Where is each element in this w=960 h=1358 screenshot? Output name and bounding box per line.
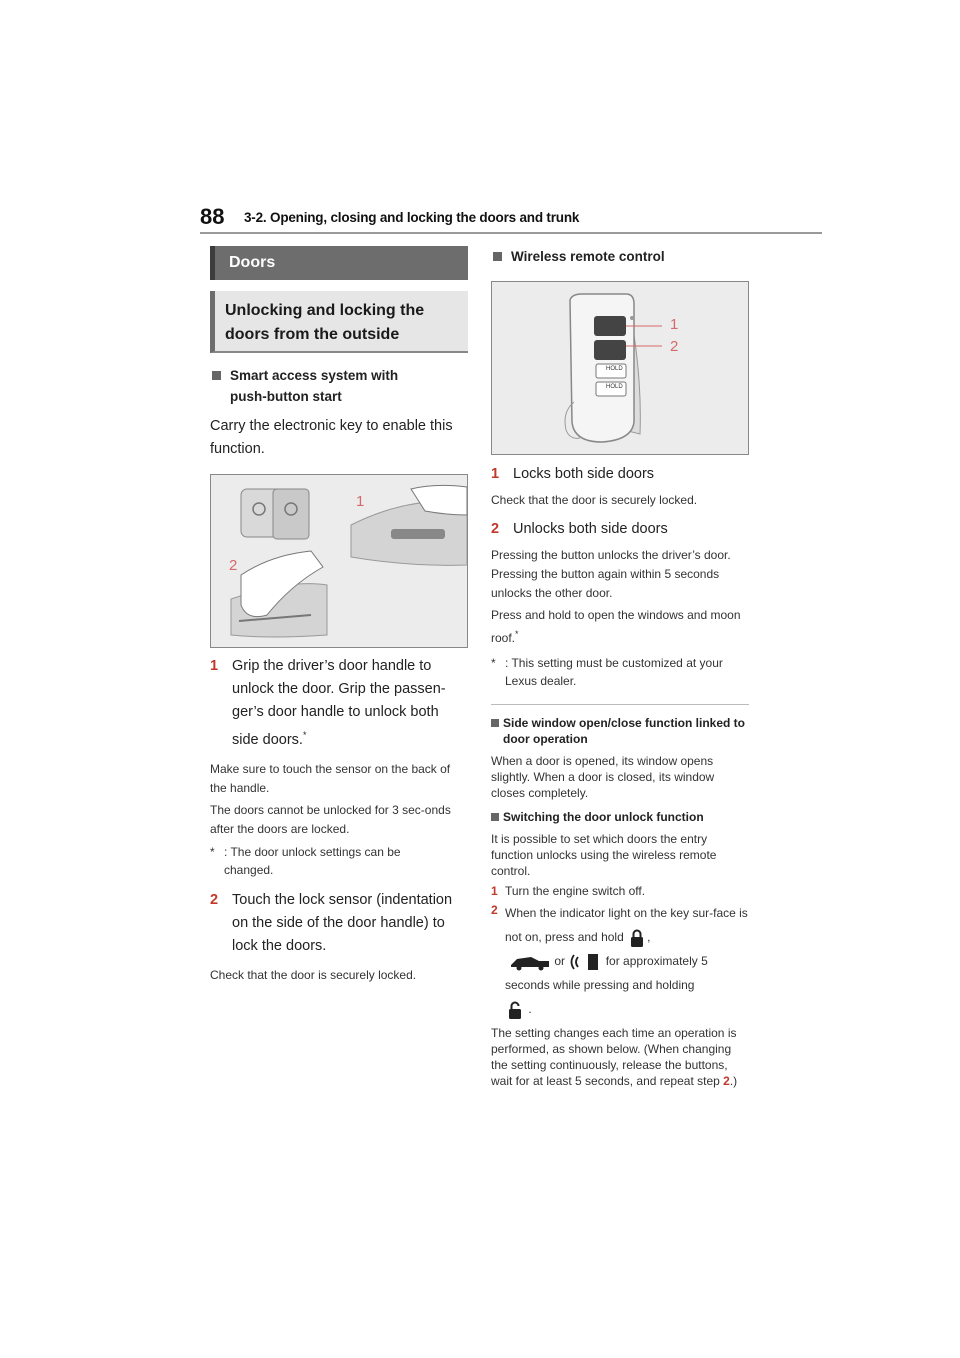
note-3-seconds: The doors cannot be unlocked for 3 sec-onds after the doors are locked. [210,802,451,836]
wireless-remote-heading: Wireless remote control [491,246,749,267]
doors-title-bar: Doors [210,246,468,280]
fob-callout-1: 1 [670,316,679,333]
switch-unlock-text: It is possible to set which doors the entry function unlocks using the wireless remote control. [491,832,717,878]
door-handle-illustration [211,475,467,647]
square-bullet-icon [212,371,221,380]
lock-icon [627,928,647,948]
figure-callout-2: 2 [229,557,238,574]
square-bullet-icon [491,719,499,727]
unlock-icon [505,1000,525,1020]
fob-callout-2: 2 [670,338,679,355]
note-lock-check: Check that the door is securely locked. [491,493,698,507]
section-title: 3-2. Opening, closing and locking the doors and trunk [244,210,580,225]
footnote-unlock-settings: * : The door unlock settings can be changed. [210,844,401,877]
smart-step-1: 1 Grip the driver’s door handle to unlock the door. Grip the passen-ger’s door handle to unlock both side doors.* [210,658,446,748]
switch-step-2: 2 When the indicator light on the key sur-face is not on, press and hold , or for approximately 5 seconds while pressing and holding . [491,901,749,1021]
right-column [491,246,749,1089]
square-bullet-icon [493,252,502,261]
key-fob-figure [491,281,749,455]
note-sensor: Make sure to touch the sensor on the back of the handle. [210,761,451,795]
left-column [210,246,468,985]
smart-step-2: 2 Touch the lock sensor (indentation on the side of the door handle) to lock the doors. [210,891,453,954]
remote-step-2: 2 Unlocks both side doors [491,521,668,537]
fob-hold-label-2: HOLD [606,384,623,390]
note-press-hold: Press and hold to open the windows and moon roof.* [491,608,741,645]
remote-step-1: 1 Locks both side doors [491,466,655,482]
figure-callout-1: 1 [356,493,365,510]
unlocking-subtitle-bar: Unlocking and locking the doors from the outside [210,291,468,353]
side-window-heading: Side window open/close function linked to door operation [491,715,749,747]
trunk-icon [509,953,551,971]
intro-text: Carry the electronic key to enable this function. [210,418,453,457]
square-bullet-icon [491,813,499,821]
note-unlock-driver: Pressing the button unlocks the driver’s door. Pressing the button again within 5 seconds unlocks the other door. [491,548,731,600]
header-rule [200,232,822,234]
panic-icon [568,952,602,972]
door-handle-figure [210,474,468,648]
switch-unlock-heading: Switching the door unlock function [491,809,749,825]
smart-access-heading: Smart access system with push-button start [210,365,468,407]
closing-text: The setting changes each time an operation is performed, as shown below. (When changing the setting continuously, release the buttons, wait for at least 5 seconds, and repeat step 2.) [491,1026,738,1088]
page-number: 88 [200,204,225,229]
note-securely-locked: Check that the door is securely locked. [210,967,417,982]
switch-step-1: 1 Turn the engine switch off. [491,884,646,898]
side-window-text: When a door is opened, its window opens slightly. When a door is closed, its window closes completely. [491,754,715,800]
fob-hold-label-1: HOLD [606,366,623,372]
footnote-lexus-dealer: * : This setting must be customized at your Lexus dealer. [491,656,723,688]
section-divider [491,704,749,705]
